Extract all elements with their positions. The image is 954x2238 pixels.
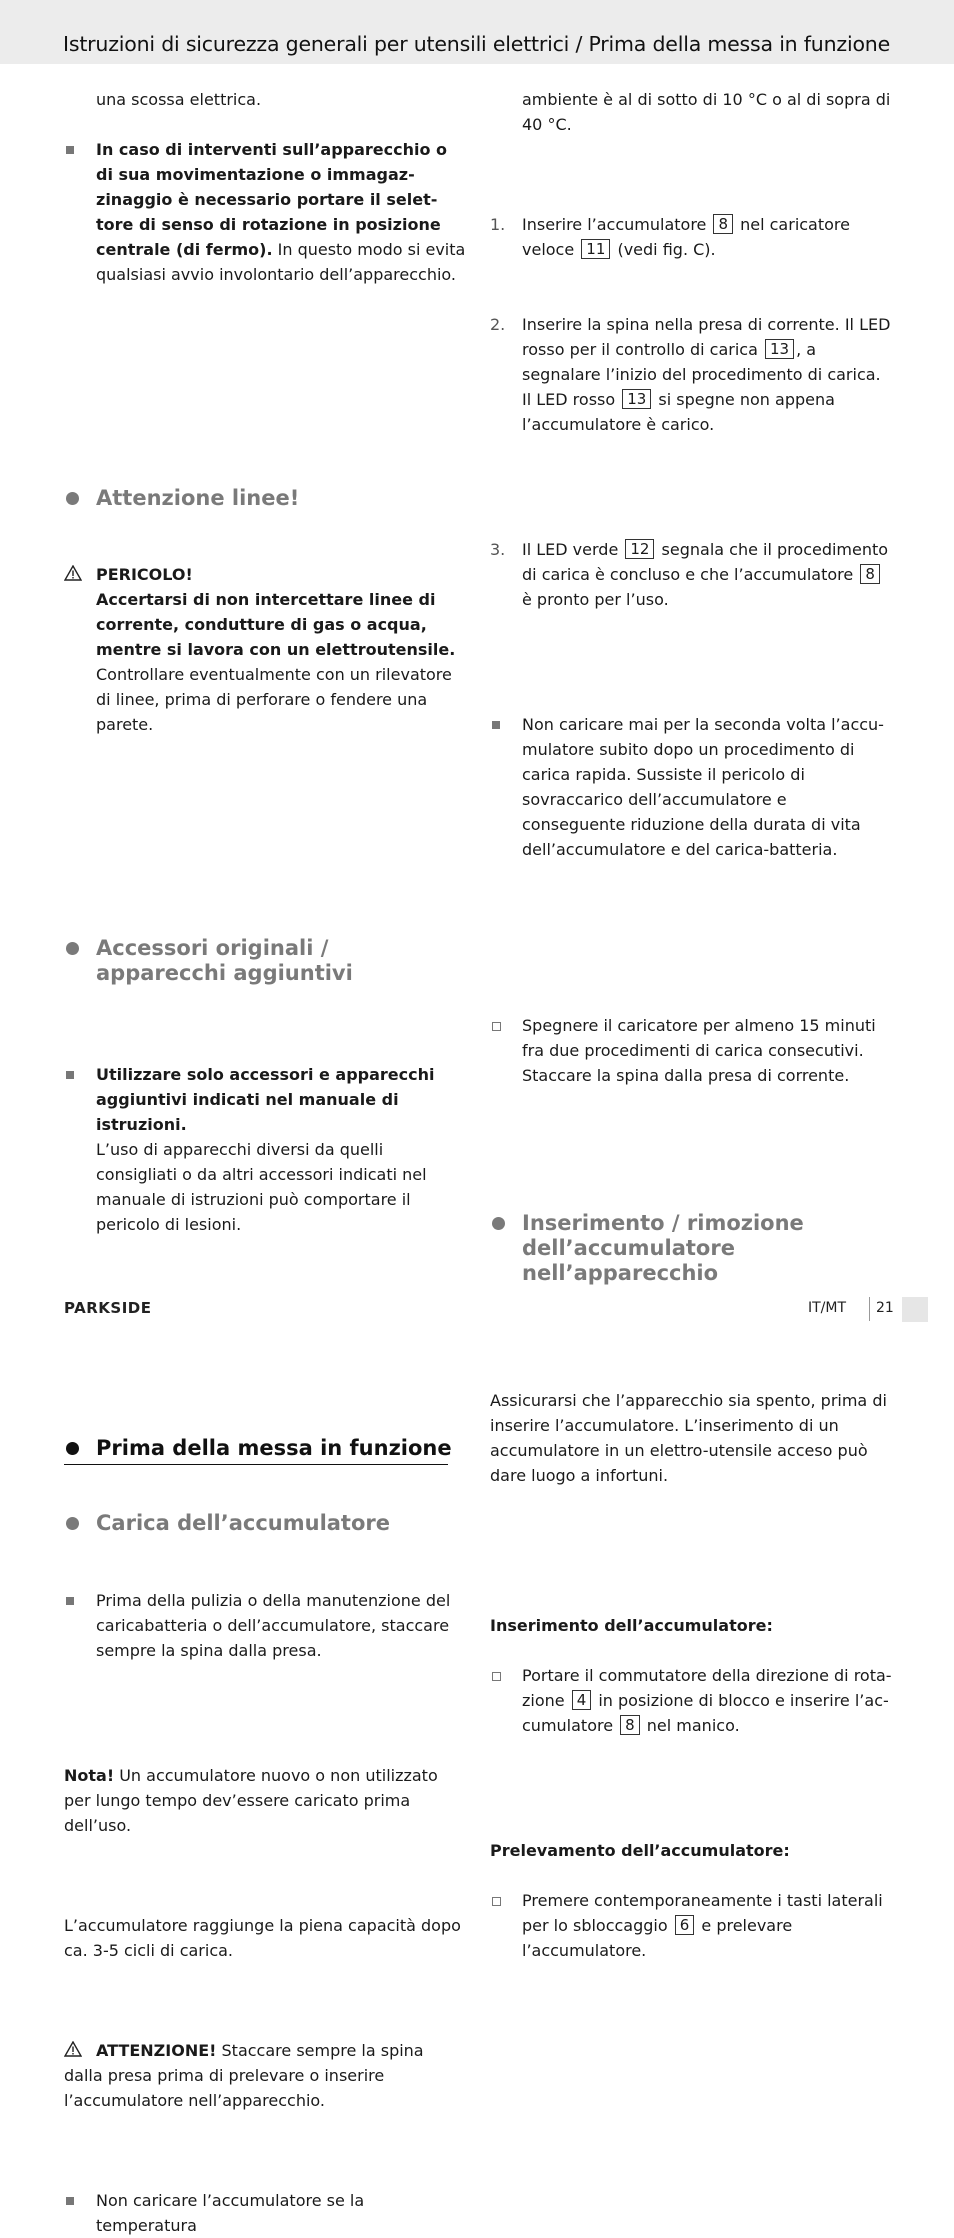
empty-square-bullet-icon: [492, 1897, 501, 1906]
ref-number-box: 12: [625, 539, 654, 559]
bullet-item-temperature: Non caricare l’accumulatore se la temperatura: [64, 2188, 466, 2238]
ref-number-box: 13: [622, 389, 651, 409]
insertion-intro: Assicurarsi che l’apparecchio sia spento, prima di inserire l’accumulatore. L’inserimento di un accumulatore in un elettro-utensile acceso può dare luogo a infortuni.: [490, 1391, 887, 1485]
step-1: 1. Inserire l’accumulatore 8 nel caricatore veloce 11 (vedi fig. C).: [490, 215, 850, 259]
capacity-paragraph: L’accumulatore raggiunge la piena capacità dopo ca. 3-5 cicli di carica.: [64, 1916, 461, 1960]
checkbox-item-remove: Premere contemporaneamente i tasti laterali per lo sbloccaggio 6 e prelevare l’accumulatore.: [490, 1888, 892, 1963]
heading-underline: [64, 1464, 448, 1465]
square-bullet-icon: [66, 1597, 74, 1605]
bullet-dot-icon: [66, 1517, 79, 1530]
bullet-item-rotation-switch: In caso di interventi sull’apparecchio o di sua movimentazione o immagaz-zinaggio è necessario portare il selet-tore di senso di rotazione in posizione centrale (di fermo). In questo modo si evita qualsiasi avvio involontario dell’apparecchio.: [64, 137, 466, 287]
warning-triangle-icon: [64, 565, 82, 581]
square-bullet-icon: [492, 721, 500, 729]
square-bullet-icon: [66, 2197, 74, 2205]
heading-carica-accumulatore: Carica dell’accumulatore: [64, 1511, 466, 1536]
page-number: 21: [876, 1300, 894, 1316]
footer-tab-marker: [902, 1297, 928, 1322]
step-2: 2. Inserire la spina nella presa di corrente. Il LED rosso per il controllo di carica 13 , a segnalare l’inizio del procedimento di carica. Il LED rosso 13 si spegne non appena l’accumulatore è carico.: [490, 315, 891, 434]
footer-divider: [869, 1297, 870, 1321]
bullet-item-cleaning: Prima della pulizia o della manutenzione del caricabatteria o dell’accumulatore, staccare sempre la spina dalla presa.: [64, 1588, 466, 1663]
warning-triangle-icon: [64, 2041, 82, 2057]
ref-number-box: 6: [675, 1915, 695, 1935]
heading-prima-della-messa: Prima della messa in funzione: [64, 1436, 466, 1461]
insertion-label: Inserimento dell’accumulatore:: [490, 1616, 773, 1635]
parkside-logo: PARKSIDE: [64, 1299, 152, 1317]
empty-square-bullet-icon: [492, 1022, 501, 1031]
danger-notice: PERICOLO! Accertarsi di non intercettare linee di corrente, condutture di gas o acqua, mentre si lavora con un elettroutensile. Controllare eventualmente con un rilevatore di linee, prima di perforare o fendere una parete.: [64, 562, 466, 737]
temperature-continuation: ambiente è al di sotto di 10 °C o al di sopra di 40 °C.: [522, 90, 891, 134]
paragraph-continuation: una scossa elettrica.: [96, 90, 262, 109]
ref-number-box: 11: [581, 239, 610, 259]
bullet-dot-icon: [66, 942, 79, 955]
ref-number-box: 8: [860, 564, 880, 584]
bullet-dot-icon: [66, 1442, 79, 1455]
heading-inserimento-rimozione: Inserimento / rimozione dell’accumulatore nell’apparecchio: [490, 1211, 892, 1286]
ref-number-box: 4: [572, 1690, 592, 1710]
checkbox-item-switch-off: Spegnere il caricatore per almeno 15 minuti fra due procedimenti di carica consecutivi. Staccare la spina dalla presa di corrente.: [490, 1013, 892, 1088]
heading-attenzione-linee: Attenzione linee!: [64, 486, 466, 511]
square-bullet-icon: [66, 1071, 74, 1079]
square-bullet-icon: [66, 146, 74, 154]
bullet-item-no-recharge: Non caricare mai per la seconda volta l’accu-mulatore subito dopo un procedimento di carica rapida. Sussiste il pericolo di sovraccarico dell’accumulatore e conseguente riduzione della durata di vita dell’accumulatore e del carica-batteria.: [490, 712, 892, 862]
step-3: 3. Il LED verde 12 segnala che il procedimento di carica è concluso e che l’accumulatore 8 è pronto per l’uso.: [490, 540, 889, 609]
removal-label: Prelevamento dell’accumulatore:: [490, 1841, 790, 1860]
attention-notice: ATTENZIONE! Staccare sempre la spina dalla presa prima di prelevare o inserire l’accumulatore nell’apparecchio.: [64, 2041, 424, 2110]
bullet-dot-icon: [492, 1217, 505, 1230]
checkbox-item-insert: Portare il commutatore della direzione di rota-zione 4 in posizione di blocco e inserire l’ac-cumulatore 8 nel manico.: [490, 1663, 892, 1738]
header-title: Istruzioni di sicurezza generali per utensili elettrici / Prima della messa in funzione: [63, 32, 890, 56]
ref-number-box: 8: [620, 1715, 640, 1735]
bullet-dot-icon: [66, 492, 79, 505]
note-paragraph: Nota! Un accumulatore nuovo o non utilizzato per lungo tempo dev’essere caricato prima dell’uso.: [64, 1766, 438, 1835]
ref-number-box: 13: [765, 339, 794, 359]
heading-accessori-originali: Accessori originali / apparecchi aggiuntivi: [64, 936, 466, 986]
footer-language: IT/MT: [808, 1300, 847, 1316]
ref-number-box: 8: [713, 214, 733, 234]
empty-square-bullet-icon: [492, 1672, 501, 1681]
bullet-item-accessories: Utilizzare solo accessori e apparecchi aggiuntivi indicati nel manuale di istruzioni. L’uso di apparecchi diversi da quelli consigliati o da altri accessori indicati nel manuale di istruzioni può comportare il pericolo di lesioni.: [64, 1062, 466, 1237]
